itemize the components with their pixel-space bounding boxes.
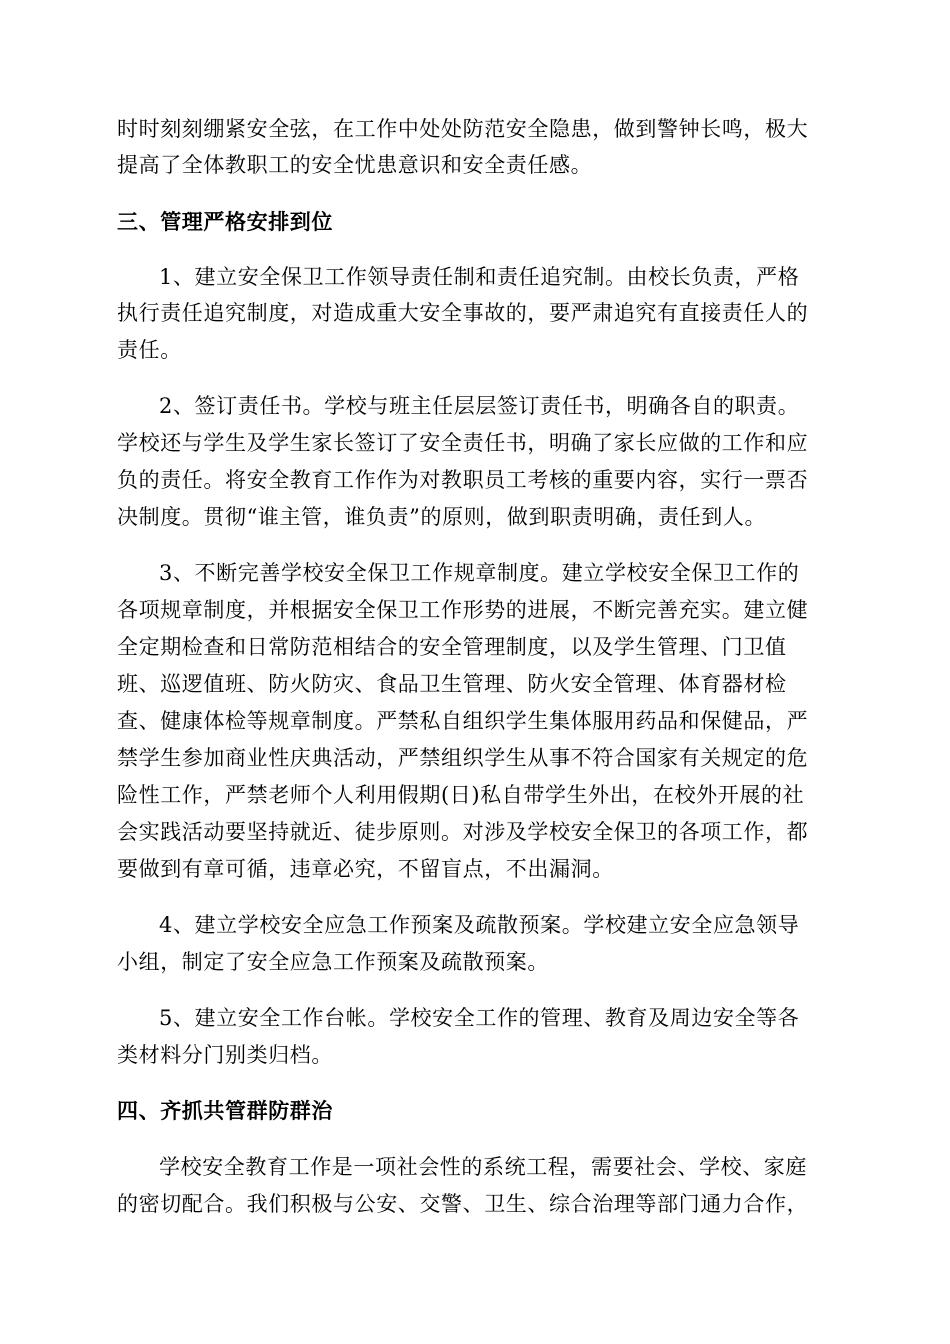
- section-4-line-1: 学校安全教育工作是一项社会性的系统工程，需要社会、学校、家庭: [159, 1155, 807, 1179]
- item-1-line-1: 1、建立安全保卫工作领导责任制和责任追究制。由校长负责，严格: [159, 265, 800, 289]
- section-4-line-2: 的密切配合。我们积极与公安、交警、卫生、综合治理等部门通力合作，: [117, 1192, 809, 1216]
- item-3-line-5: 查、健康体检等规章制度。严禁私自组织学生集体服用药品和保健品，严: [117, 709, 809, 733]
- item-2-line-4: 决制度。贯彻“谁主管，谁负责”的原则，做到职责明确，责任到人。: [117, 505, 767, 529]
- item-4-line-2: 小组，制定了安全应急工作预案及疏散预案。: [117, 950, 549, 974]
- intro-line-2: 提高了全体教职工的安全忧患意识和安全责任感。: [117, 153, 593, 177]
- item-3-line-2: 各项规章制度，并根据安全保卫工作形势的进展，不断完善充实。建立健: [117, 598, 809, 622]
- intro-line-1: 时时刻刻绷紧安全弦，在工作中处处防范安全隐患，做到警钟长鸣，极大: [117, 117, 809, 141]
- item-3-line-1: 3、不断完善学校安全保卫工作规章制度。建立学校安全保卫工作的: [159, 561, 800, 585]
- item-2-line-3: 负的责任。将安全教育工作作为对教职员工考核的重要内容，实行一票否: [117, 468, 809, 492]
- item-3-line-6: 禁学生参加商业性庆典活动，严禁组织学生从事不符合国家有关规定的危: [117, 746, 809, 770]
- item-5-line-1: 5、建立安全工作台帐。学校安全工作的管理、教育及周边安全等各: [159, 1006, 800, 1030]
- item-3-line-3: 全定期检查和日常防范相结合的安全管理制度，以及学生管理、门卫值: [117, 635, 787, 659]
- item-3-line-4: 班、巡逻值班、防火防灾、食品卫生管理、防火安全管理、体育器材检: [117, 672, 787, 696]
- item-5-line-2: 类材料分门别类归档。: [117, 1043, 333, 1067]
- item-3-line-9: 要做到有章可循，违章必究，不留盲点，不出漏洞。: [117, 857, 614, 881]
- item-2-line-1: 2、签订责任书。学校与班主任层层签订责任书，明确各自的职责。: [159, 394, 800, 418]
- section-4-heading: 四、齐抓共管群防群治: [117, 1098, 333, 1123]
- item-1-line-2: 执行责任追究制度，对造成重大安全事故的，要严肃追究有直接责任人的: [117, 301, 809, 325]
- item-2-line-2: 学校还与学生及学生家长签订了安全责任书，明确了家长应做的工作和应: [117, 431, 809, 455]
- item-3-line-8: 会实践活动要坚持就近、徒步原则。对涉及学校安全保卫的各项工作，都: [117, 820, 809, 844]
- item-1-line-3: 责任。: [117, 338, 182, 362]
- item-4-line-1: 4、建立学校安全应急工作预案及疏散预案。学校建立安全应急领导: [159, 913, 800, 937]
- item-3-line-7: 险性工作，严禁老师个人利用假期(日)私自带学生外出，在校外开展的社: [117, 783, 805, 807]
- section-3-heading: 三、管理严格安排到位: [117, 209, 333, 234]
